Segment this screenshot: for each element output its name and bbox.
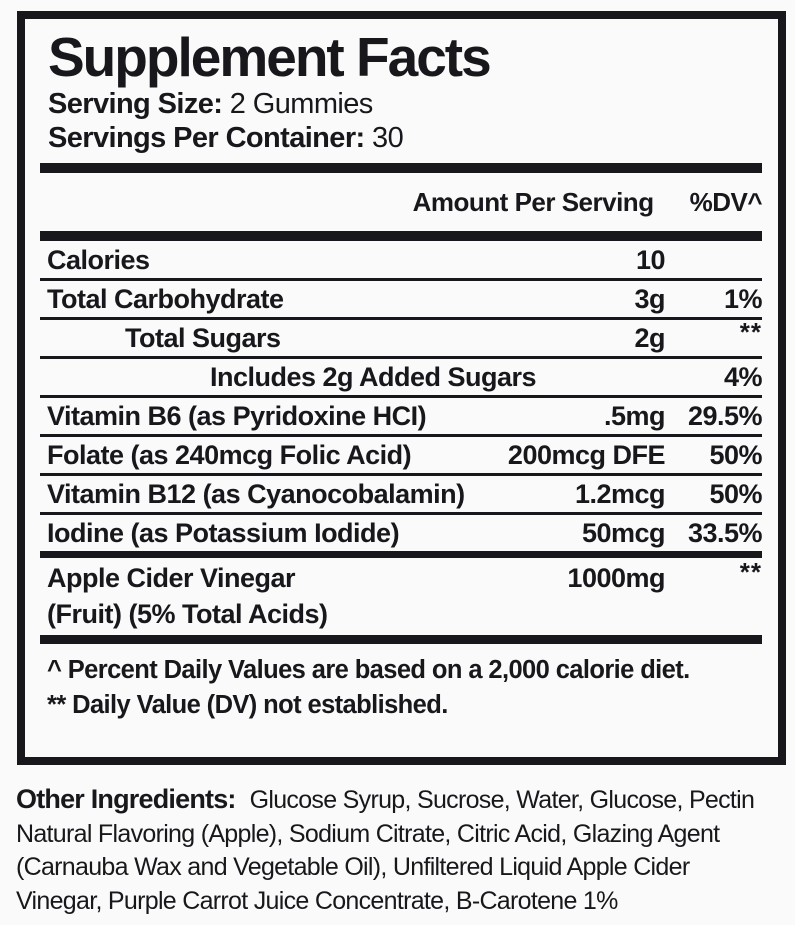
table-row-apple-cider-vinegar	[40, 551, 762, 635]
divider-thick	[40, 231, 762, 241]
footnote-dv-not-established: ** Daily Value (DV) not established.	[47, 691, 448, 720]
divider-thick	[40, 635, 762, 644]
column-header-row	[40, 173, 762, 231]
serving-size-label: Serving Size:	[48, 88, 223, 121]
row-dv: 33.5%	[687, 518, 762, 549]
row-amount: 200mcg DFE	[507, 440, 665, 471]
other-ingredients-line: Vinegar, Purple Carrot Juice Concentrate, B-Carotene 1%	[16, 886, 618, 915]
other-ingredients-section	[16, 783, 791, 918]
table-row-vitamin-b12	[40, 473, 762, 512]
table-row-iodine	[40, 512, 762, 551]
table-row-total-carbohydrate	[40, 278, 762, 317]
serving-size-line	[48, 87, 762, 121]
row-name: Total Carbohydrate	[47, 284, 284, 315]
percent-dv-header: %DV^	[689, 186, 762, 217]
table-row-total-sugars	[40, 317, 762, 356]
serving-size-value: 2 Gummies	[229, 88, 373, 121]
divider-thick	[40, 163, 762, 173]
panel-title: Supplement Facts	[48, 26, 490, 88]
row-amount: 50mcg	[581, 518, 665, 549]
servings-per-container-label: Servings Per Container:	[48, 122, 365, 155]
row-amount: 1.2mcg	[574, 479, 665, 510]
row-name: Folate (as 240mcg Folic Acid)	[47, 440, 412, 471]
footnotes	[40, 644, 762, 723]
other-ingredients-line: (Carnauba Wax and Vegetable Oil), Unfiltered Liquid Apple Cider	[16, 853, 690, 881]
table-row-calories	[40, 241, 762, 278]
row-dv: 50%	[709, 479, 762, 510]
table-row-folate	[40, 434, 762, 473]
row-dv: 50%	[709, 440, 762, 471]
table-row-vitamin-b6	[40, 395, 762, 434]
row-name: Includes 2g Added Sugars	[210, 362, 537, 393]
row-name: Total Sugars	[125, 323, 281, 354]
other-ingredients-text: Glucose Syrup, Sucrose, Water, Glucose, Pectin	[249, 786, 755, 814]
row-dv: 4%	[723, 362, 762, 393]
row-dv: **	[739, 557, 762, 588]
row-amount: 2g	[634, 323, 665, 354]
row-name: Vitamin B12 (as Cyanocobalamin)	[47, 479, 465, 510]
servings-per-container-value: 30	[372, 122, 404, 155]
row-name: Calories	[47, 244, 150, 275]
row-name: Vitamin B6 (as Pyridoxine HCI)	[47, 401, 427, 432]
footnote-percent-dv: ^ Percent Daily Values are based on a 2,000 calorie diet.	[47, 656, 690, 685]
row-dv: 29.5%	[687, 401, 762, 432]
other-ingredients-line: Natural Flavoring (Apple), Sodium Citrate, Citric Acid, Glazing Agent	[16, 819, 720, 848]
row-amount: 3g	[634, 284, 665, 315]
table-row-added-sugars	[40, 356, 762, 395]
row-name	[47, 560, 328, 632]
other-ingredients-label: Other Ingredients:	[16, 784, 236, 814]
supplement-facts-panel	[17, 11, 786, 765]
amount-per-serving-header: Amount Per Serving	[412, 186, 654, 217]
row-dv: 1%	[723, 284, 762, 315]
row-amount: 1000mg	[567, 563, 665, 594]
row-amount: .5mg	[603, 401, 665, 432]
row-name-line2: (Fruit) (5% Total Acids)	[47, 599, 328, 630]
other-ingredients-line	[16, 783, 791, 818]
servings-per-container-line	[48, 121, 762, 155]
row-name-line1: Apple Cider Vinegar	[47, 563, 296, 594]
row-amount: 10	[635, 244, 665, 275]
row-name: Iodine (as Potassium Iodide)	[47, 518, 400, 549]
row-dv: **	[739, 317, 762, 348]
